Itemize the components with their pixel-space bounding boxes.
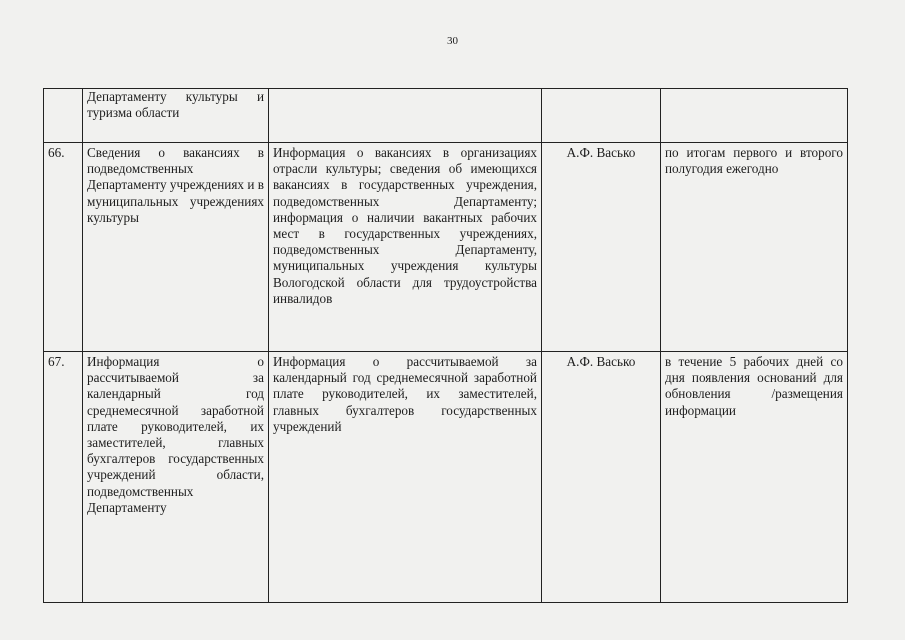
row-number-cell: 67. bbox=[44, 352, 83, 603]
responsible-cell bbox=[542, 89, 661, 143]
item-description-cell: Информация о рассчитываемой за календарный год среднемесячной заработной плате руководителей, их заместителей, главных бухгалтеров государственных учреждений bbox=[269, 352, 542, 603]
responsible-cell: А.Ф. Васько bbox=[542, 352, 661, 603]
row-number-cell: 66. bbox=[44, 143, 83, 352]
item-title-cell: Департаменту культуры и туризма области bbox=[83, 89, 269, 143]
page-number: 30 bbox=[447, 35, 458, 47]
item-title-cell: Информация о рассчитываемой за календарный год среднемесячной заработной плате руководителей, их заместителей, главных бухгалтеров государственных учреждений области, подведомственных Департаменту bbox=[83, 352, 269, 603]
deadline-cell bbox=[661, 89, 848, 143]
table-row bbox=[44, 89, 848, 143]
row-number-cell bbox=[44, 89, 83, 143]
responsible-cell: А.Ф. Васько bbox=[542, 143, 661, 352]
item-description-cell: Информация о вакансиях в организациях отрасли культуры; сведения об имеющихся вакансиях в государственных учреждения, подведомственных Департаменту; информация о наличии вакантных рабочих мест в государственных учреждениях, подведомственных Департаменту, муниципальных учреждения культуры Вологодской области для трудоустройства инвалидов bbox=[269, 143, 542, 352]
deadline-cell: в течение 5 рабочих дней со дня появления оснований для обновления /размещения информации bbox=[661, 352, 848, 603]
table-row bbox=[44, 352, 848, 603]
item-title-cell: Сведения о вакансиях в подведомственных Департаменту учреждениях и в муниципальных учреждениях культуры bbox=[83, 143, 269, 352]
deadline-cell: по итогам первого и второго полугодия ежегодно bbox=[661, 143, 848, 352]
document-table bbox=[43, 88, 848, 603]
table-row bbox=[44, 143, 848, 352]
item-description-cell bbox=[269, 89, 542, 143]
